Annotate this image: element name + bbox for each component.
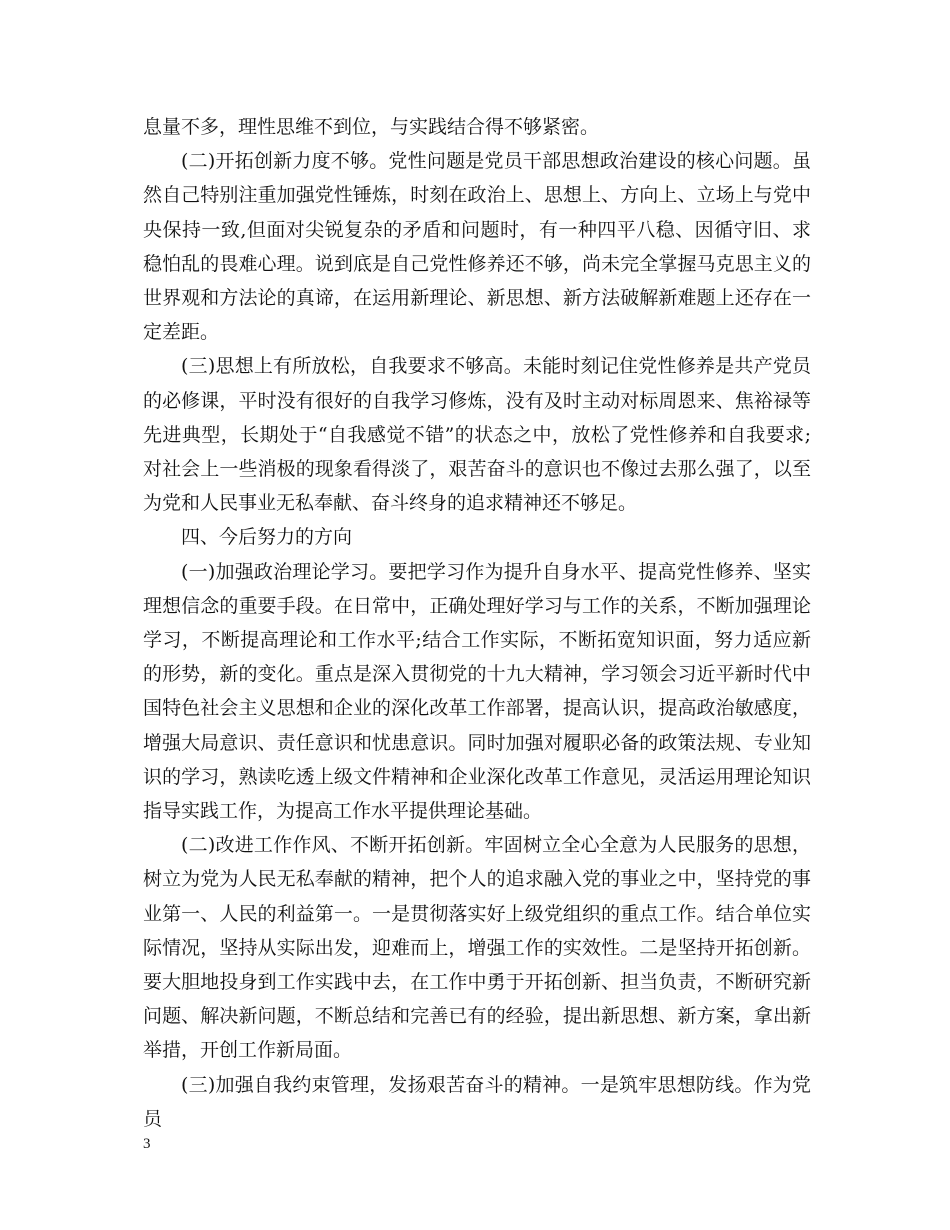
document-body — [143, 110, 811, 1136]
section-heading: 四、今后努力的方向 — [181, 526, 353, 549]
paragraph: 息量不多，理性思维不到位，与实践结合得不够紧密。 — [143, 116, 600, 138]
paragraph: (三)思想上有所放松，自我要求不够高。未能时刻记住党性修养是共产党员的必修课，平时没有很好的自我学习修炼，没有及时主动对标周恩来、焦裕禄等先进典型，长期处于“自我感觉不错”的状态之中，放松了党性修养和自我要求;对社会上一些消极的现象看得淡了，艰苦奋斗的意识也不像过去那么强了，以至为党和人民事业无私奉献、奋斗终身的追求精神还不够足。 — [143, 355, 811, 515]
paragraph: (一)加强政治理论学习。要把学习作为提升自身水平、提高党性修养、坚实理想信念的重要手段。在日常中，正确处理好学习与工作的关系，不断加强理论学习，不断提高理论和工作水平;结合工作实际，不断拓宽知识面，努力适应新的形势，新的变化。重点是深入贯彻党的十九大精神，学习领会习近平新时代中国特色社会主义思想和企业的深化改革工作部署，提高认识，提高政治敏感度，增强大局意识、责任意识和忧患意识。同时加强对履职必备的政策法规、专业知识的学习，熟读吃透上级文件精神和企业深化改革工作意见，灵活运用理论知识指导实践工作，为提高工作水平提供理论基础。 — [143, 560, 811, 823]
paragraph: (二)改进工作作风、不断开拓创新。牢固树立全心全意为人民服务的思想，树立为党为人民无私奉献的精神，把个人的追求融入党的事业之中，坚持党的事业第一、人民的利益第一。一是贯彻落实好上级党组织的重点工作。结合单位实际情况，坚持从实际出发，迎难而上，增强工作的实效性。二是坚持开拓创新。要大胆地投身到工作实践中去，在工作中勇于开拓创新、担当负责，不断研究新问题、解决新问题，不断总结和完善已有的经验，提出新思想、新方案，拿出新举措，开创工作新局面。 — [143, 834, 811, 1062]
paragraph: (三)加强自我约束管理，发扬艰苦奋斗的精神。一是筑牢思想防线。作为党员 — [143, 1073, 811, 1130]
page-number: 3 — [143, 1136, 151, 1152]
paragraph: (二)开拓创新力度不够。党性问题是党员干部思想政治建设的核心问题。虽然自己特别注重加强党性锤炼，时刻在政治上、思想上、方向上、立场上与党中央保持一致,但面对尖锐复杂的矛盾和问题时，有一种四平八稳、因循守旧、求稳怕乱的畏难心理。说到底是自己党性修养还不够，尚未完全掌握马克思主义的世界观和方法论的真谛，在运用新理论、新思想、新方法破解新难题上还存在一定差距。 — [143, 150, 811, 344]
